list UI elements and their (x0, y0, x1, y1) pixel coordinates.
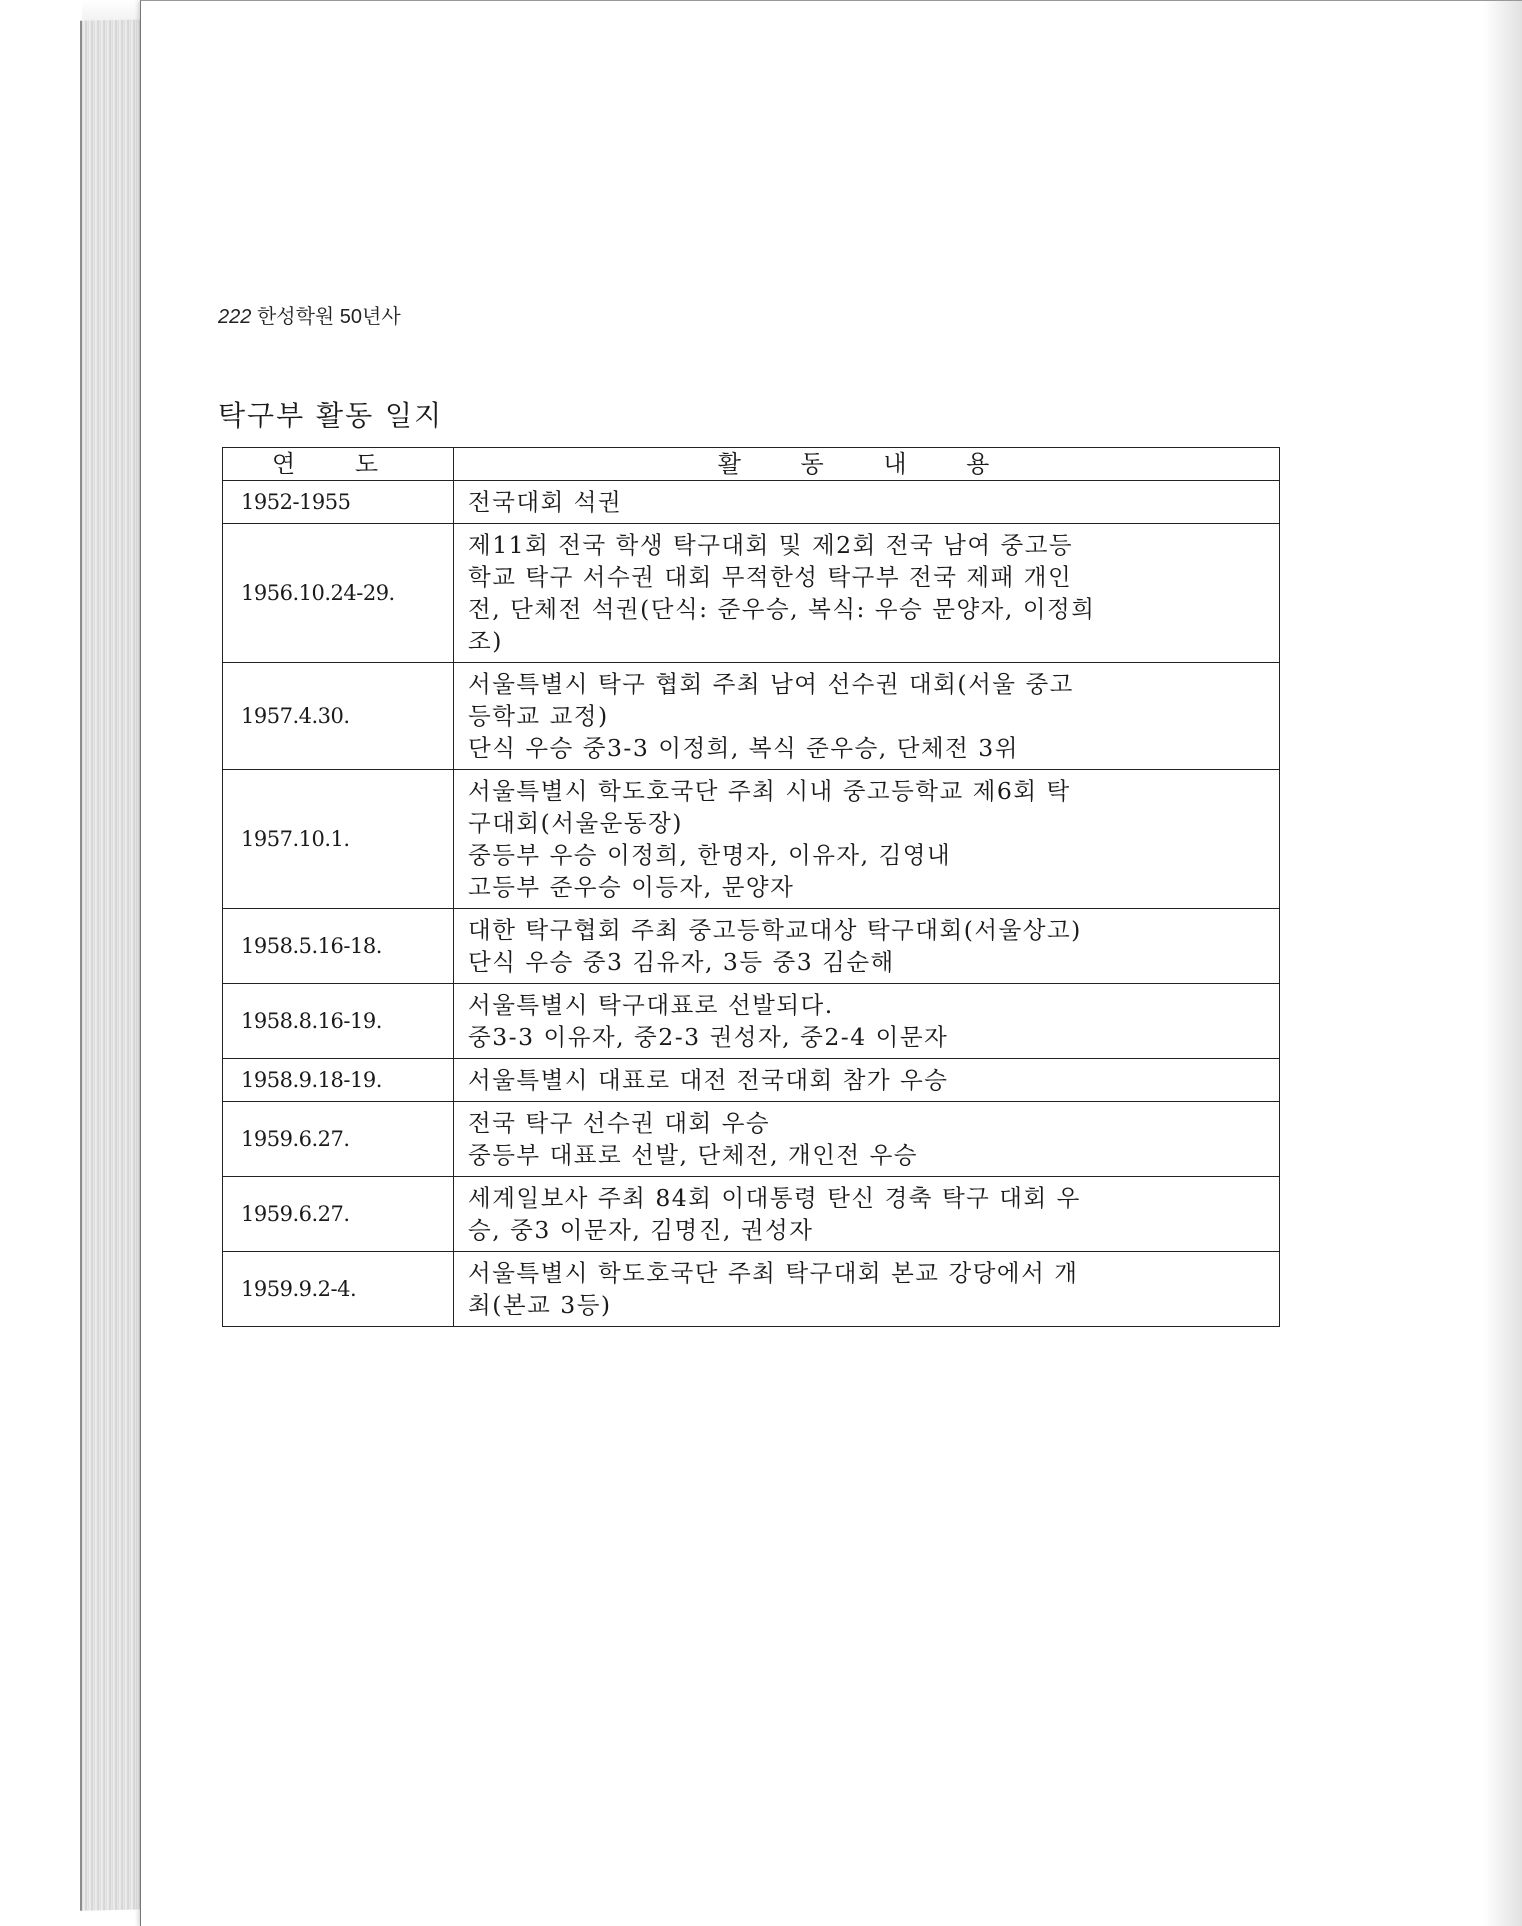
row-year: 1958.5.16-18. (223, 909, 454, 984)
content-line: 서울특별시 탁구 협회 주최 남여 선수권 대회(서울 중고 (468, 670, 1074, 698)
row-year: 1958.9.18-19. (223, 1059, 454, 1102)
row-content (454, 1059, 1280, 1102)
row-content (454, 1102, 1280, 1177)
book-title: 한성학원 50년사 (256, 306, 401, 328)
page-number: 222 (218, 306, 252, 328)
content-line: 서울특별시 학도호국단 주최 시내 중고등학교 제6회 탁 (468, 777, 1071, 805)
activity-log-table (222, 447, 1280, 1327)
row-year: 1952-1955 (223, 481, 454, 524)
row-year: 1956.10.24-29. (223, 524, 454, 663)
content-line: 중등부 우승 이정희, 한명자, 이유자, 김영내 (468, 841, 952, 869)
row-year: 1957.10.1. (223, 770, 454, 909)
table-row (223, 524, 1280, 663)
table-row (223, 1059, 1280, 1102)
content-line: 서울특별시 대표로 대전 전국대회 참가 우승 (468, 1066, 949, 1094)
content-line: 서울특별시 학도호국단 주최 탁구대회 본교 강당에서 개 (468, 1259, 1079, 1287)
table-row (223, 909, 1280, 984)
row-content (454, 984, 1280, 1059)
content-line: 학교 탁구 서수권 대회 무적한성 탁구부 전국 제패 개인 (468, 563, 1073, 591)
row-year: 1959.9.2-4. (223, 1252, 454, 1327)
table-row (223, 663, 1280, 770)
row-content (454, 1177, 1280, 1252)
row-content (454, 909, 1280, 984)
row-content (454, 1252, 1280, 1327)
content-line: 서울특별시 탁구대표로 선발되다. (468, 991, 834, 1019)
table-row (223, 770, 1280, 909)
row-year: 1958.8.16-19. (223, 984, 454, 1059)
table-row (223, 984, 1280, 1059)
row-content (454, 481, 1280, 524)
column-header-year: 연 도 (223, 448, 454, 481)
running-head (218, 300, 401, 329)
row-content (454, 770, 1280, 909)
content-line: 등학교 교정) (468, 702, 609, 730)
content-line: 대한 탁구협회 주최 중고등학교대상 탁구대회(서울상고) (468, 916, 1082, 944)
content-line: 승, 중3 이문자, 김명진, 권성자 (468, 1216, 814, 1244)
content-line: 전국대회 석권 (468, 488, 623, 516)
table-row (223, 481, 1280, 524)
row-content (454, 663, 1280, 770)
content-line: 고등부 준우승 이등자, 문양자 (468, 873, 795, 901)
table-row (223, 1177, 1280, 1252)
content-line: 제11회 전국 학생 탁구대회 및 제2회 전국 남여 중고등 (468, 531, 1074, 559)
row-year: 1959.6.27. (223, 1177, 454, 1252)
content-line: 구대회(서울운동장) (468, 809, 683, 837)
column-header-content: 활 동 내 용 (454, 448, 1280, 481)
content-line: 단식 우승 중3-3 이정희, 복식 준우승, 단체전 3위 (468, 734, 1019, 762)
section-title: 탁구부 활동 일지 (218, 399, 444, 432)
row-content (454, 524, 1280, 663)
content-line: 중등부 대표로 선발, 단체전, 개인전 우승 (468, 1141, 919, 1169)
content-line: 단식 우승 중3 김유자, 3등 중3 김순해 (468, 948, 895, 976)
page-gutter-shade (1483, 1, 1522, 1926)
content-line: 조) (468, 627, 503, 655)
content-line: 최(본교 3등) (468, 1291, 612, 1319)
row-year: 1957.4.30. (223, 663, 454, 770)
content-line: 중3-3 이유자, 중2-3 권성자, 중2-4 이문자 (468, 1023, 949, 1051)
table-row (223, 1252, 1280, 1327)
content-line: 전, 단체전 석권(단식: 준우승, 복식: 우승 문양자, 이정희 (468, 595, 1096, 623)
content-line: 세계일보사 주최 84회 이대통령 탄신 경축 탁구 대회 우 (468, 1184, 1081, 1212)
table-body (223, 481, 1280, 1327)
table-row (223, 1102, 1280, 1177)
table-header-row (223, 448, 1280, 481)
row-year: 1959.6.27. (223, 1102, 454, 1177)
content-line: 전국 탁구 선수권 대회 우승 (468, 1109, 771, 1137)
